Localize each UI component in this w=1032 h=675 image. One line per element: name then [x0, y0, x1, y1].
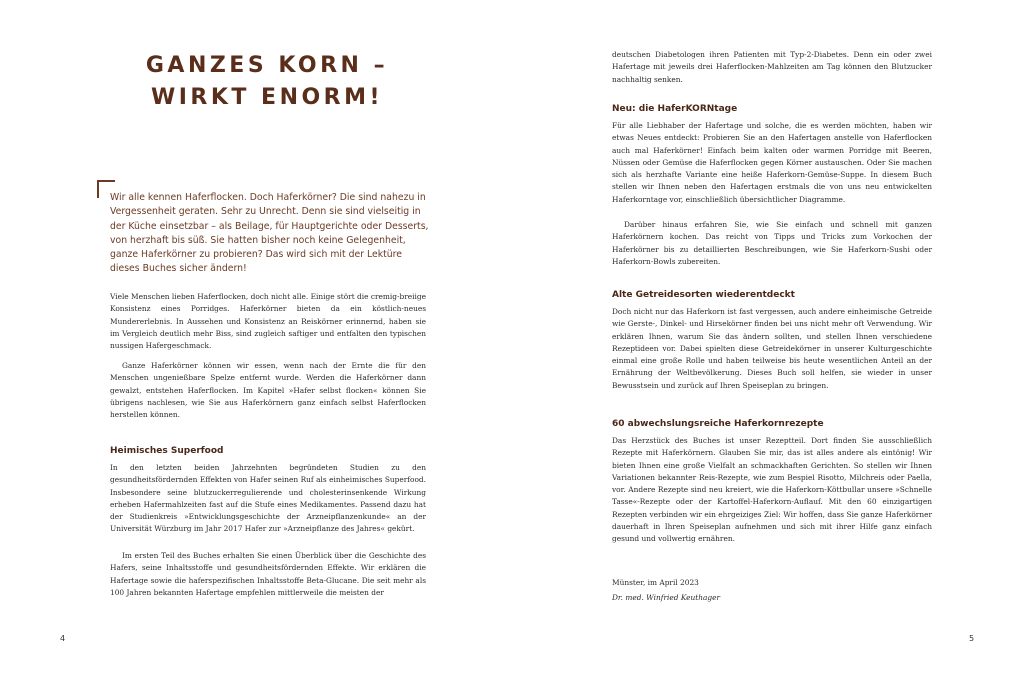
page-number-right: 5: [969, 634, 975, 643]
right-page: [516, 0, 1032, 675]
page-number-left: 4: [60, 634, 66, 643]
body-paragraph-getreidesorten: Doch nicht nur das Haferkorn ist fast vergessen, auch andere einheimische Getreide wie Gerste-, Dinkel- und Hirsekörner finden bei uns nicht mehr oft Verwendung. Wir erklären Ihnen, warum Sie das ändern sollten, und stellen Ihnen verschiedene Rezeptideen vor. Dabei spielten diese Getreidekörner in unserer Kulturgeschichte einmal eine große Rolle und haben teilweise bis heute wesentlichen Anteil an der Ernährung der Weltbevölkerung. Dieses Buch soll helfen, sie wieder in unser Bewusstsein und zurück auf Ihren Speiseplan zu bringen.: [612, 307, 932, 390]
body-paragraph-haferkorntage-2: Darüber hinaus erfahren Sie, wie Sie einfach und schnell mit ganzen Haferkörnern kochen. Das reicht von Tipps und Tricks zum Vorkochen der Haferkörner bis zu detaillierten Beschreibungen, wie Sie Haferkorn-Sushi oder Haferkorn-Bowls zubereiten.: [612, 220, 932, 266]
intro-paragraph: Wir alle kennen Haferflocken. Doch Haferkörner? Die sind nahezu in Vergessenheit geraten. Sehr zu Unrecht. Denn sie sind vielseitig in der Küche einsetzbar – als Beilage, für Hauptgerichte oder Desserts, von herzhaft bis süß. Sie hatten bisher noch keine Gelegenheit, ganze Haferkörner zu probieren? Das wird sich mit der Lektüre dieses Buches sicher ändern!: [110, 192, 429, 275]
body-paragraph-2: Ganze Haferkörner können wir essen, wenn nach der Ernte die für den Menschen ungenießbare Spelze entfernt wurde. Werden die Haferkörner dann gewalzt, entstehen Haferflocken. Im Kapitel »Hafer selbst flocken« können Sie übrigens nachlesen, wie Sie aus Haferkörnern ganz einfach selbst Haferflocken herstellen können.: [110, 361, 426, 420]
section-heading-heimisches-superfood: Heimisches Superfood: [110, 446, 224, 456]
section-heading-getreidesorten: Alte Getreidesorten wiederentdeckt: [612, 290, 795, 300]
body-paragraph-haferkorntage-1: Für alle Liebhaber der Hafertage und solche, die es werden möchten, haben wir etwas Neues entdeckt: Probieren Sie an den Hafertagen anstelle von Haferflocken auch mal Haferkörner! Einfach beim kalten oder warmen Porridge mit Beeren, Nüssen oder Gemüse die Haferflocken gegen Körner austauschen. Oder Sie machen sich als herzhafte Variante eine heiße Haferkorn-Gemüse-Suppe. In diesem Buch stellen wir Ihnen neben den Hafertagen erstmals die von uns neu entwickelten Haferkorntage vor, einschließlich übersichtlicher Diagramme.: [612, 121, 932, 204]
signature-author: Dr. med. Winfried Keuthager: [612, 593, 721, 602]
body-paragraph-3: In den letzten beiden Jahrzehnten begründeten Studien zu den gesundheitsfördernden Effekten von Hafer seinen Ruf als einheimisches Superfood. Insbesondere seine blutzuckerregulierende und cholesterinsenkende Wirkung erheben Hafermahlzeiten fast auf die Stufe eines Medikamentes. Passend dazu hat der Studienkreis »Entwicklungsgeschichte der Arzneipflanzenkunde« an der Universität Würzburg im Jahr 2017 Hafer zur »Arzneipflanze des Jahres« gekürt.: [110, 463, 426, 534]
body-paragraph-continued: deutschen Diabetologen ihren Patienten mit Typ-2-Diabetes. Denn ein oder zwei Hafertage mit jeweils drei Haferflocken-Mahlzeiten am Tag können den Blutzucker nachhaltig senken.: [612, 50, 932, 84]
signature-place-date: Münster, im April 2023: [612, 578, 699, 587]
body-paragraph-4: Im ersten Teil des Buches erhalten Sie einen Überblick über die Geschichte des Hafers, seine Inhaltsstoffe und gesundheitsfördernden Effekte. Wir erklären die Hafertage sowie die haferspezifischen Inhaltsstoffe Beta-Glucane. Die seit mehr als 100 Jahren bekannten Hafertage empfehlen mittlerweile die meisten der: [110, 551, 426, 597]
body-paragraph-1: Viele Menschen lieben Haferflocken, doch nicht alle. Einige stört die cremig-breiige Konsistenz eines Porridges. Haferkörner bieten da ein köstlich-neues Mundererlebnis. In Aussehen und Konsistenz an Reiskörner erinnernd, haben sie im Vergleich deutlich mehr Biss, sind zugleich saftiger und entfalten den typischen nussigen Hafergeschmack.: [110, 292, 426, 351]
body-paragraph-haferkornrezepte: Das Herzstück des Buches ist unser Rezeptteil. Dort finden Sie ausschließlich Rezepte mit Haferkörnern. Glauben Sie mir, das ist alles andere als eintönig! Wir bieten Ihnen eine große Vielfalt an schmackhaften Gerichten. So stellen wir Ihnen Variationen bekannter Reis-Rezepte, wie zum Bespiel Risotto, Milchreis oder Paella, vor. Andere Rezepte sind neu kreiert, wie die Haferkorn-Köttbullar unsere »Schnelle Tasse«-Rezepte oder der Kartoffel-Haferkorn-Auflauf. Mit den 60 einzigartigen Rezepten verbinden wir ein ehrgeiziges Ziel: Wir hoffen, dass Sie ganze Haferkörner dauerhaft in Ihren Speiseplan aufnehmen und sich mit ihrer Hilfe ganz einfach gesund und vollwertig ernähren.: [612, 436, 932, 544]
chapter-title: GANZES KORN – WIRKT ENORM!: [145, 53, 389, 110]
section-heading-haferkornrezepte: 60 abwechslungsreiche Haferkornrezepte: [612, 419, 824, 429]
section-heading-haferkorntage: Neu: die HaferKORNtage: [612, 104, 738, 114]
